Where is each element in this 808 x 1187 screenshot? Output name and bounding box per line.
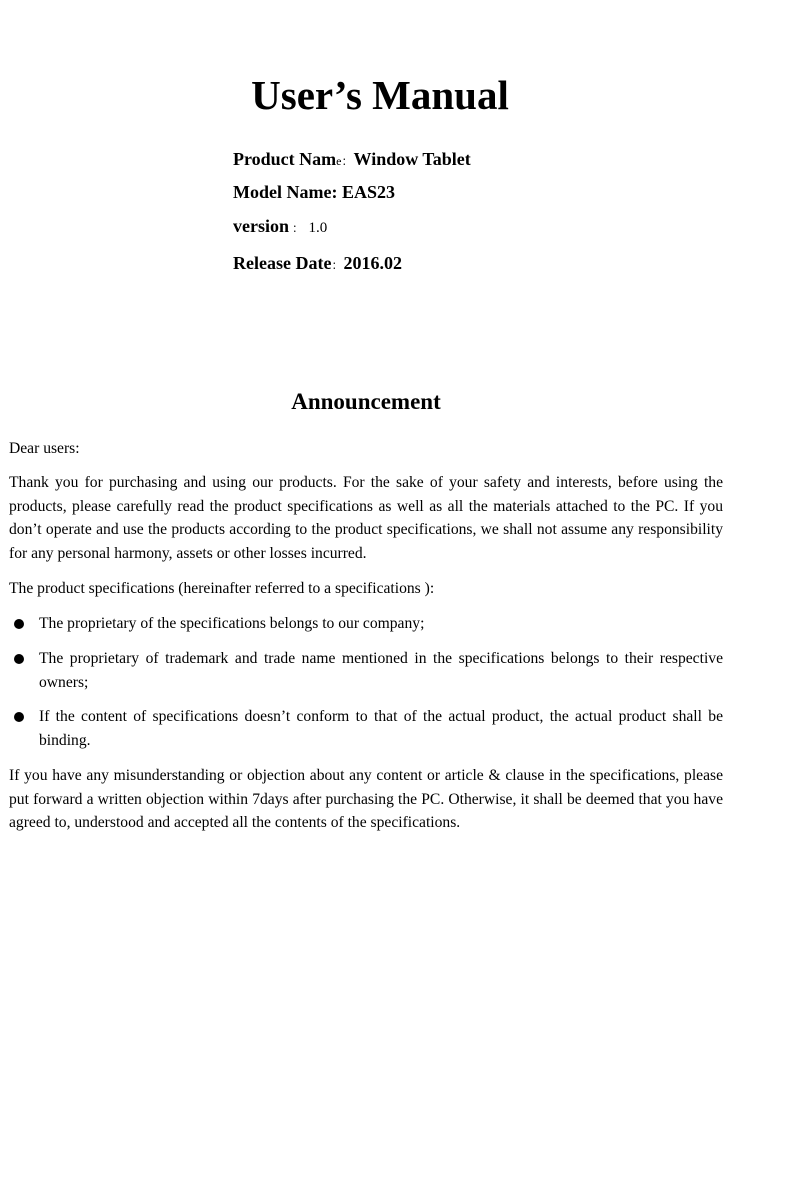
model-name-label: Model Name: [233,182,342,202]
list-item-text: The proprietary of the specifications belongs to our company; [39,615,425,632]
bullet-icon [14,712,24,722]
product-name-line [233,148,471,172]
version-value: 1.0 [308,220,328,236]
release-date-line [233,252,402,276]
bullet-icon [14,654,24,664]
intro-paragraph: Thank you for purchasing and using our products. For the sake of your safety and interests, before using the products, please carefully read the product specifications as well as all the materials attached to the PC. If you don’t operate and use the products according to the product specifications, we shall not assume any responsibility for any personal harmony, assets or other losses incurred. [9,474,723,562]
list-item-text: If the content of specifications doesn’t conform to that of the actual product, the actual product shall be binding. [39,708,723,749]
greeting: Dear users: [9,440,80,457]
announcement-heading: Announcement [291,389,441,414]
product-name-label-tail: e [336,154,342,168]
product-name-separator: ： [341,154,354,168]
document-title: User’s Manual [251,72,509,118]
spec-intro: The product specifications (hereinafter referred to a specifications ): [9,580,435,597]
product-name-label: Product Nam [233,149,337,169]
model-name-value: EAS23 [341,182,395,202]
version-separator: ： [289,221,305,235]
release-date-separator: ： [331,258,344,272]
list-item [9,647,723,694]
version-line [233,215,327,239]
version-label: version [233,216,289,236]
product-name-value: Window Tablet [353,149,471,169]
list-item-text: The proprietary of trademark and trade name mentioned in the specifications belongs to their respective owners; [39,650,723,691]
release-date-value: 2016.02 [343,253,402,273]
release-date-label: Release Date [233,253,332,273]
list-item [9,705,723,752]
bullet-icon [14,619,24,629]
model-name-line [233,181,395,203]
list-item [9,612,723,636]
closing-paragraph: If you have any misunderstanding or objection about any content or article & clause in the specifications, please put forward a written objection within 7days after purchasing the PC. Otherwise, it shall be deemed that you have agreed to, understood and accepted all the contents of the specifications. [9,767,723,831]
